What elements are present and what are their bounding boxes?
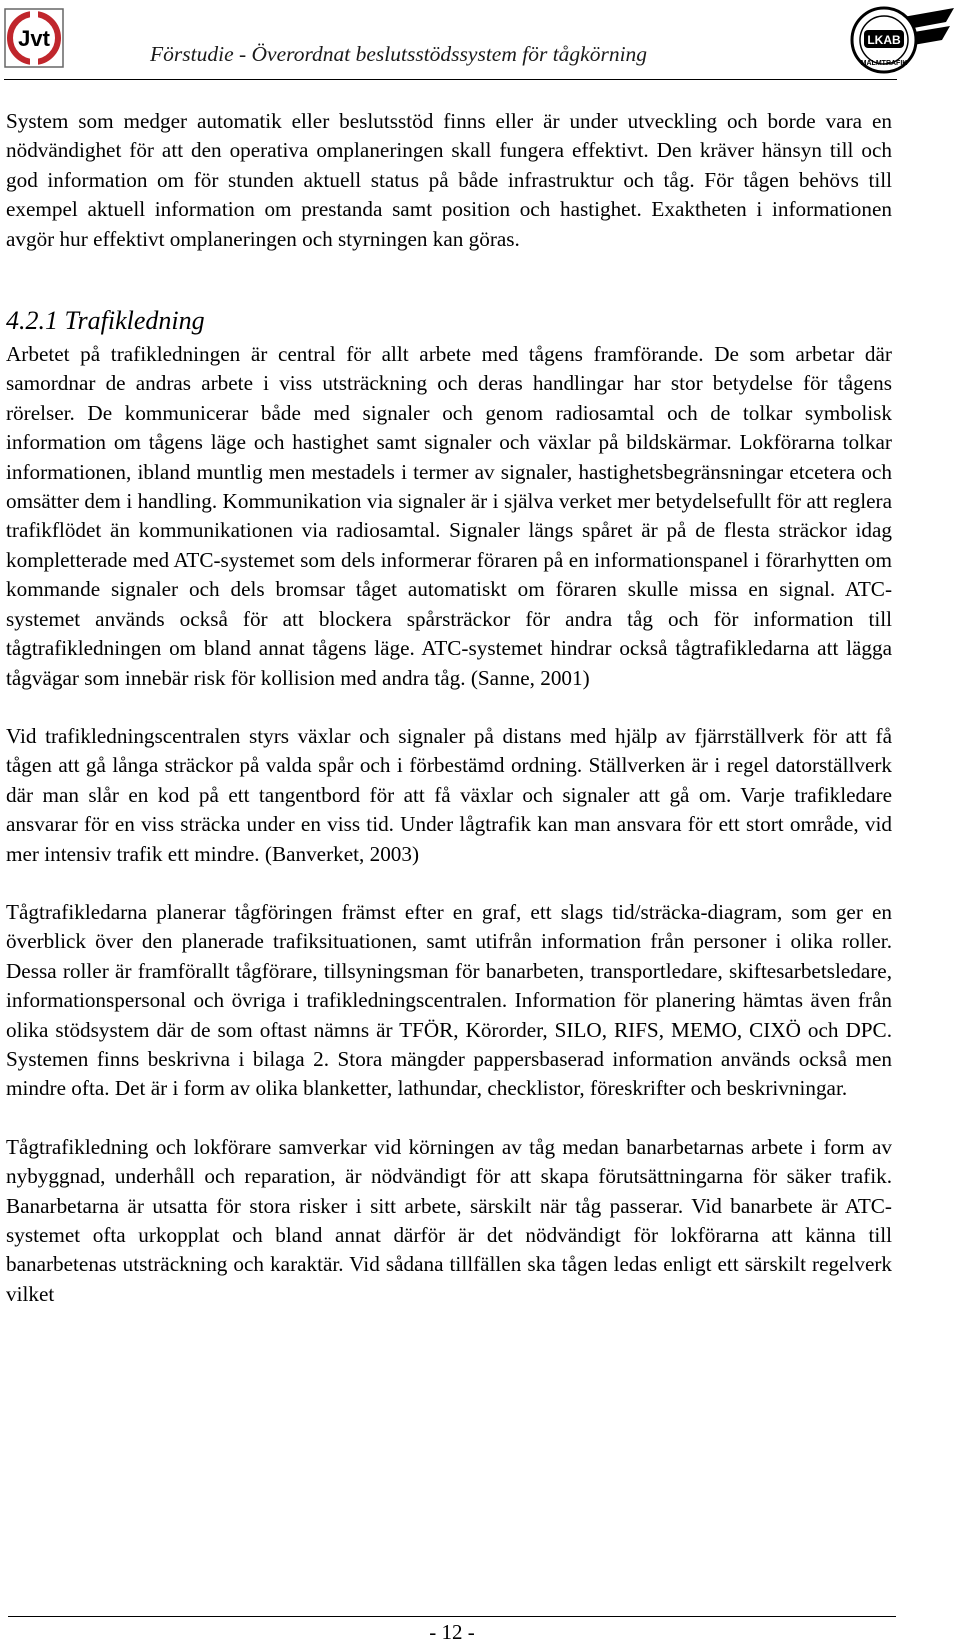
paragraph-planering: Tågtrafikledarna planerar tågföringen främst efter en graf, ett slags tid/sträcka-diagram, som ger en överblick över den planerade trafiksituationen, samt utifrån information från personer i olika roller. Dessa roller är framförallt tågförare, tillsyningsman för banarbeten, transportledare, skiftesarbetsledare, informationspersonal och övriga i trafikledningscentralen. Information för planering hämtas även från olika stödsystem där de som oftast nämns är TFÖR, Körorder, SILO, RIFS, MEMO, CIXÖ och DPC. Systemen finns beskrivna i bilaga 2. Stora mängder pappersbaserad information används också men mindre ofta. Det är i form av olika blanketter, lathundar, checklistor, föreskrifter och beskrivningar.: [6, 899, 892, 1101]
paragraph-fjarrstallverk: Vid trafikledningscentralen styrs växlar och signaler på distans med hjälp av fjärrställverk för att få tågen att gå långa sträckor på valda spår och i förbestämd ordning. Ställverken är i regel datorställverk där man slår en kod på ett tangentbord för att få växlar och signaler att gå om. Varje trafikledare ansvarar för en viss sträcka under en viss tid. Under lågtrafik kan man ansvara för ett stort område, vid mer intensiv trafik ett mindre. (Banverket, 2003): [6, 723, 892, 866]
lkab-malmtrafik-logo: [846, 2, 956, 78]
paragraph-intro: System som medger automatik eller beslutsstöd finns eller är under utveckling och borde vara en nödvändighet för att den operativa omplaneringen skall fungera effektivt. Den kräver hänsyn till och god information om för stunden aktuell status på både infrastruktur och tåg. För tågen behövs till exempel aktuell information om prestanda samt position och hastighet. Exaktheten i informationen avgör hur effektivt omplaneringen och styrningen kan göras.: [6, 109, 892, 251]
svg-text:LKAB: LKAB: [867, 33, 901, 47]
document-body: [6, 107, 892, 1309]
page-number: - 12 -: [429, 1620, 475, 1644]
footer-divider: [8, 1616, 896, 1617]
svg-text:Jvt: Jvt: [18, 26, 50, 51]
header-divider: [4, 79, 897, 80]
page-header: [0, 0, 960, 84]
svg-text:MALMTRAFIK: MALMTRAFIK: [860, 60, 908, 67]
paragraph-banarbete: Tågtrafikledning och lokförare samverkar vid körningen av tåg medan banarbetarnas arbete i form av nybyggnad, underhåll och reparation, är nödvändigt för att skapa förutsättningarna för säker trafik. Banarbetarna är utsatta för stora risker i sitt arbete, särskilt när tåg passerar. Vid banarbete är ATC-systemet ofta urkopplat och bland annat därför är det nödvändigt för lokförarna att känna till banarbetenas utsträckning och karaktär. Vid sådana tillfällen ska tågen ledas enligt ett särskilt regelverk vilket: [6, 1134, 892, 1306]
jvt-logo: [4, 8, 64, 68]
header-title: Förstudie - Överordnat beslutsstödssystem för tågkörning: [150, 42, 648, 66]
section-heading: 4.2.1 Trafikledning: [6, 306, 205, 336]
paragraph-trafikledning: Arbetet på trafikledningen är central för allt arbete med tågens framförande. De som arbetar där samordnar de andras arbete i viss utsträckning och deras handlingar har stor betydelse för tågens rörelser. De kommunicerar både med signaler och genom radiosamtal och de tolkar symbolisk information om tågens läge och hastighet samt signaler och växlar på bildskärmar. Lokförarna tolkar informationen, ibland muntlig men mestadels i termer av signaler, hastighetsbegränsningar etcetera och omsätter dem i handling. Kommunikation via signaler är i själva verket mer betydelsefullt för att reglera trafikflödet än kommunikationen via radiosamtal. Signaler längs spåret är på de flesta sträckor idag kompletterade med ATC-systemet som dels informerar föraren på en informationspanel i förarhytten om kommande signaler och dels bromsar tåget automatiskt om föraren skulle missa en signal. ATC-systemet används också för att blockera spårsträckor för andra tåg och för information till tågtrafikledningen om bland annat tågens läge. ATC-systemet hindrar också tågtrafikledarna att lägga tågvägar som innebär risk för kollision med andra tåg. (Sanne, 2001): [6, 342, 892, 690]
